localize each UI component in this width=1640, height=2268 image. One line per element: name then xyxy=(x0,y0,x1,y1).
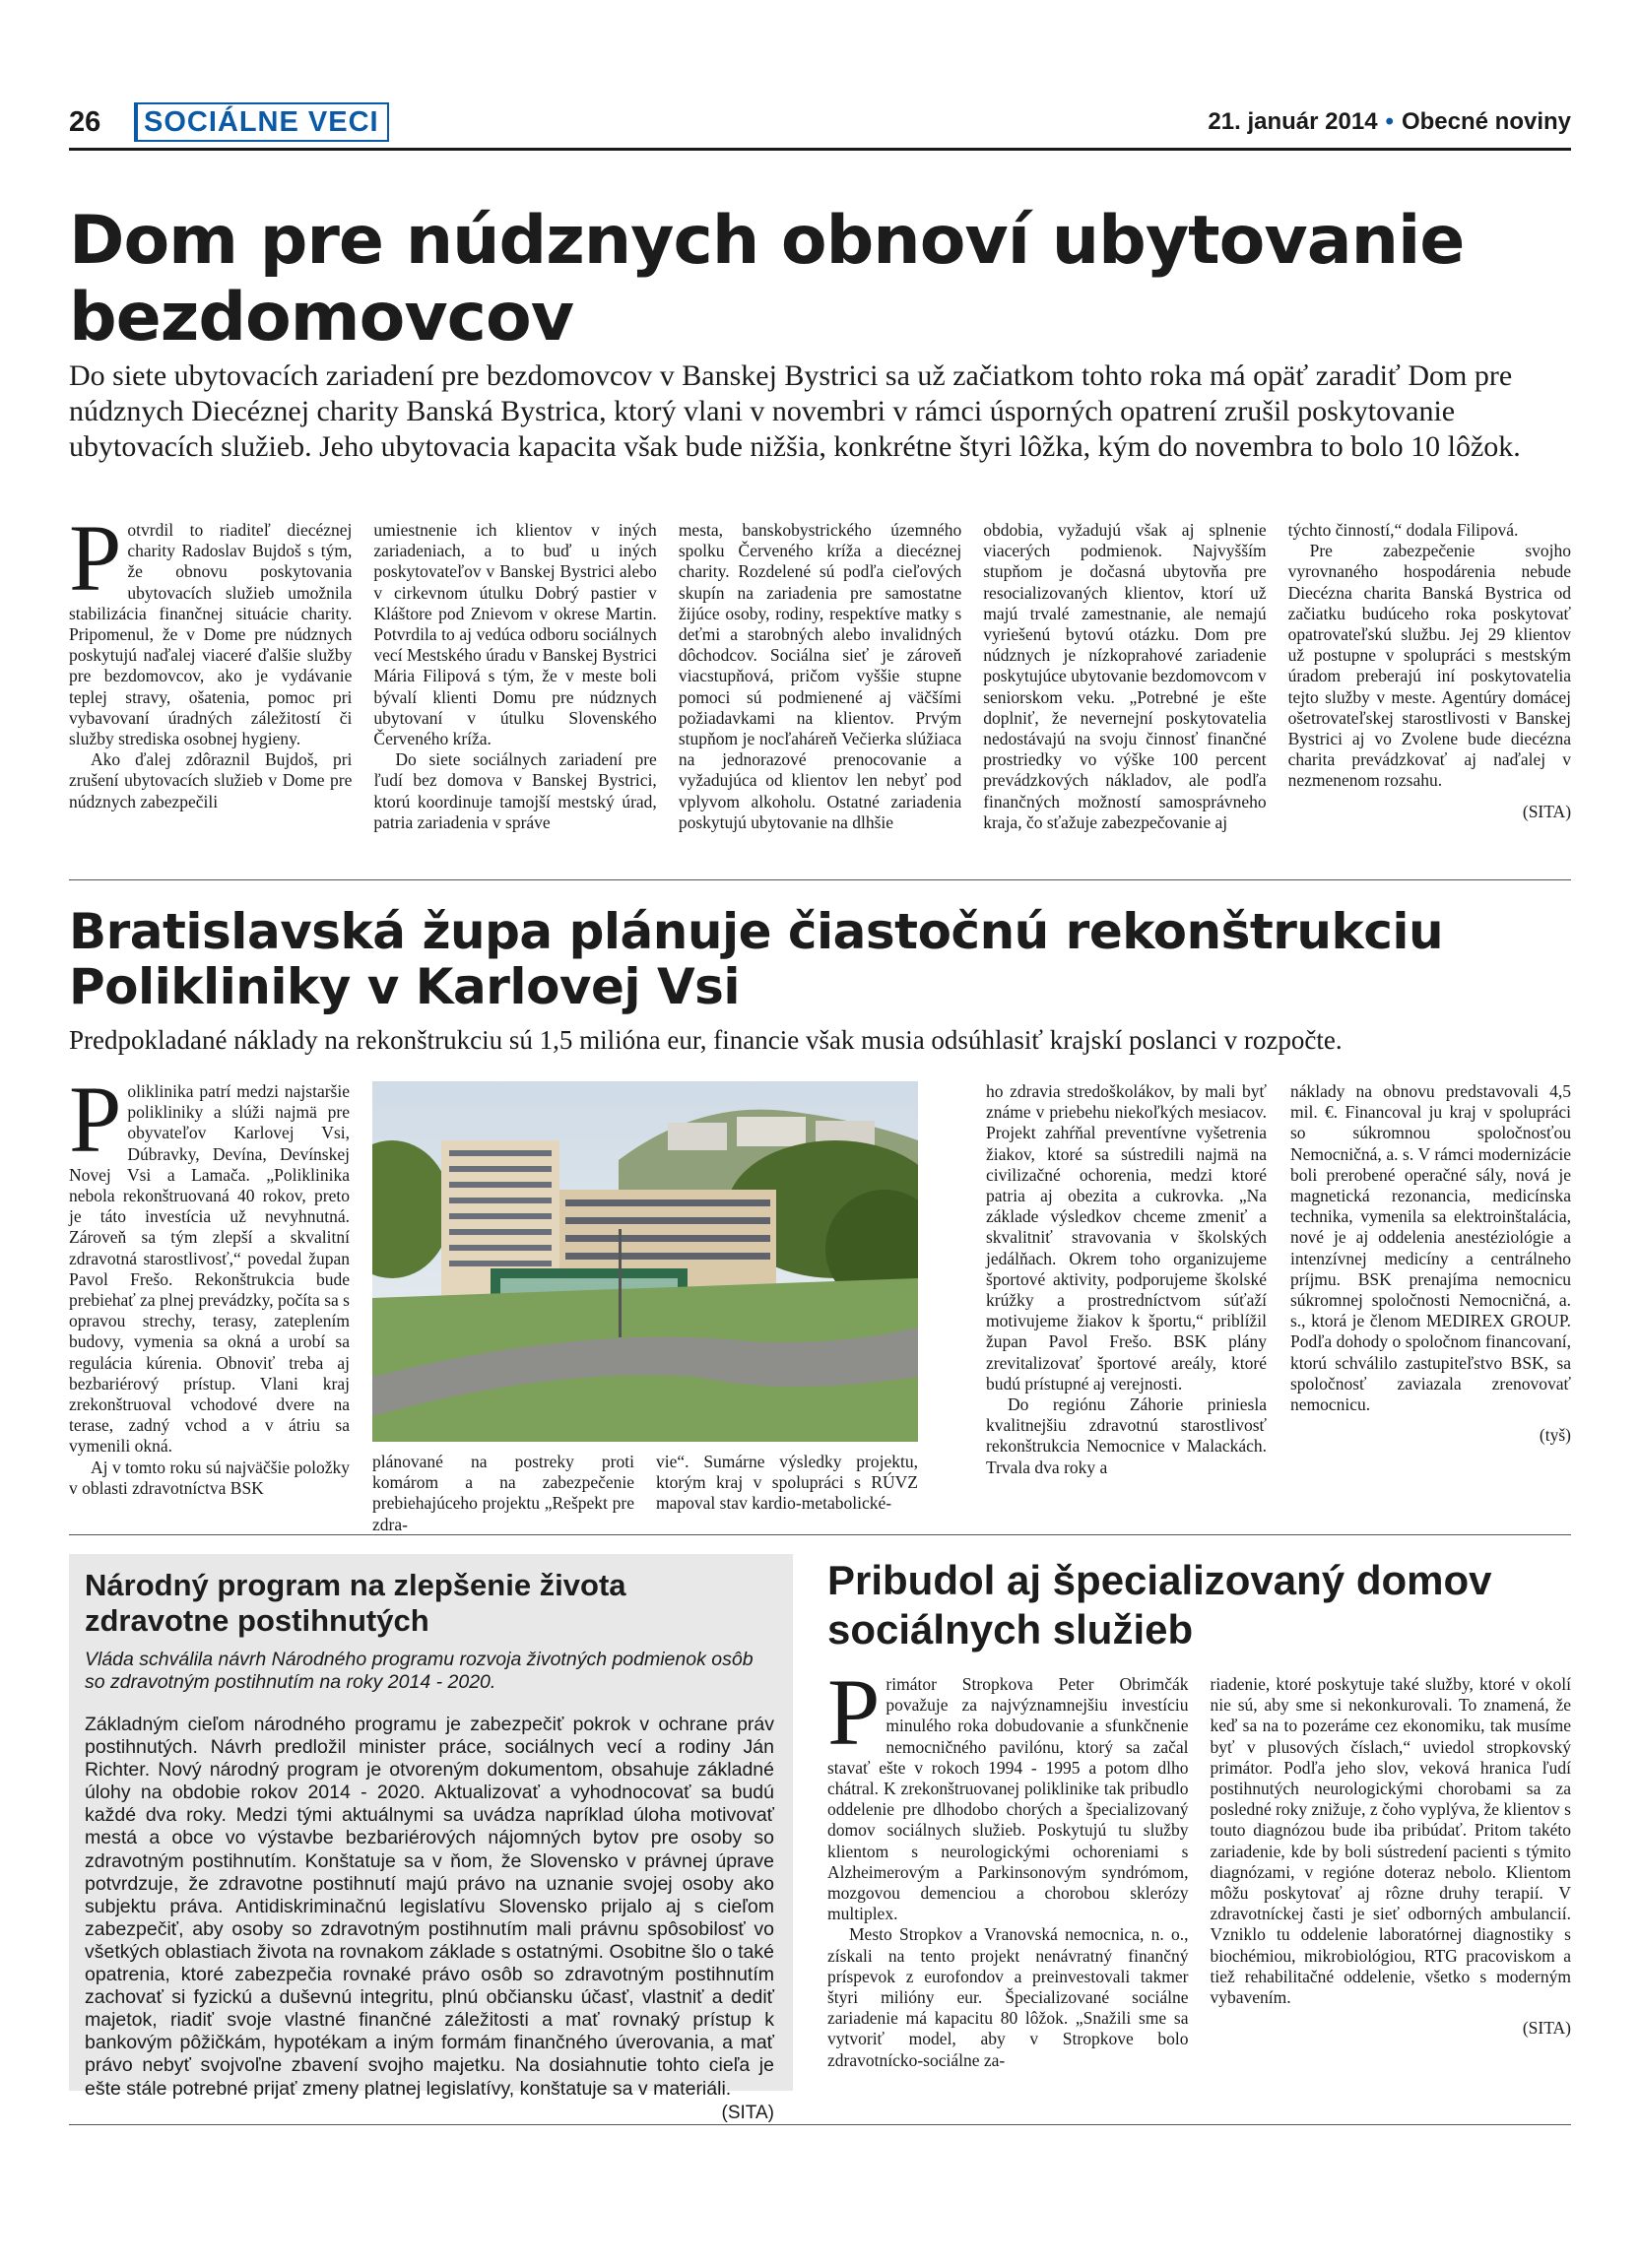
poliklinika-photo xyxy=(372,1081,918,1442)
article1-col5b: Pre zabezpečenie svojho vyrovnaného hospodárenia nebude Diecézna charita Banská Bystrica od začiatku budúceho roka poskytovať opatrovateľskú službu. Jej 29 klientov už postupne v spolupráci s mestským úradom preberajú iní poskytovatelia tejto služby v meste. Agentúry domácej ošetrovateľskej starostlivosti v Banskej Bystrici aj vo Zvolene bude diecézna charita prevádzkovať aj naďalej v nezmenenom rozsahu. xyxy=(1287,541,1572,791)
article4-body xyxy=(827,1659,1571,2071)
article2-col1-text: oliklinika patrí medzi najstaršie polikliniky a slúži najmä pre obyvateľov Karlovej Vsi, Dúbravky, Devína, Devínskej Novej Vsi a Lamača. „Poliklinika nebola rekonštruovaná 40 rokov, preto je táto investícia už nevyhnutná. Zároveň sa tým zlepší a skvalitní zdravotná starostlivosť,“ povedal župan Pavol Frešo. Rekonštrukcia bude prebiehať za plnej prevádzky, počíta sa s opravou strechy, terasy, zateplením budovy, vymenia sa okná a urobí sa regulácia kúrenia. Obnoviť treba aj bezbariérový prístup. Vlani kraj zrekonštruoval vchodové dvere na terase, zadný vchod a v átriu sa vymenili okná. xyxy=(69,1081,350,1457)
poliklinika-photo-illustration xyxy=(372,1081,918,1442)
article1-col2b: Do siete sociálnych zariadení pre ľudí bez domova v Banskej Bystrici, ktorú koordinuje tamojší mestský úrad, patria zariadenia v správe xyxy=(373,749,657,832)
article4-title: Pribudol aj špecializovaný domov sociálnych služieb xyxy=(827,1557,1492,1652)
article2-caption2: vie“. Sumárne výsledky projektu, ktorým kraj v spolupráci s RÚVZ mapoval stav kardio-metabolické- xyxy=(656,1452,918,1514)
article4-col2-text: riadenie, ktoré poskytuje také služby, ktoré v okolí nie sú, aby sme si nekonkurovali. To znamená, že keď sa na to pozeráme cez ekonomiku, tak musíme byť v plusových číslach,“ uviedol stropkovský primátor. Podľa jeho slov, veková hranica ľudí postihnutých neurologickými chorobami sa za posledné roky znižuje, z čoho vyplýva, že klientov s touto diagnózou bude iba pribúdať. Pritom takéto zariadenie, kde by boli sústredení pacienti s týmito diagnózami, v regióne doteraz nebolo. Klientom môžu poskytovať aj rôzne druhy terapií. V zdravotníckej časti je sieť odborných ambulancií. Vzniklo tu oddelenie laboratórnej diagnostiky s biochémiou, mikrobiológiou, RTG pracoviskom a tiež rehabilitačné oddelenie, všetko s moderným vybavením. xyxy=(1210,1674,1571,2008)
article1-col1 xyxy=(69,505,353,833)
article2-col4-text: ho zdravia stredoškolákov, by mali byť známe v priebehu niekoľkých mesiacov. Projekt zahŕňal preventívne vyšetrenia žiakov, ktoré sa sústredili najmä na civilizačné ochorenia, medzi ktoré patria aj obezita a cukrovka. „Na základe výsledkov chceme zmeniť a skvalitniť stravovania v školských jedálňach. Okrem toho organizujeme športové aktivity, podporujeme školské krúžky a prostredníctvom súťaží motivujeme žiakov k športu,“ priblížil župan Pavol Frešo. BSK plány zrevitalizovať športové areály, ktoré budú prístupné aj verejnosti. xyxy=(986,1081,1267,1393)
article1-lead: Do siete ubytovacích zariadení pre bezdomovcov v Banskej Bystrici sa už začiatkom tohto roka má opäť zaradiť Dom pre núdznych Diecéznej charity Banská Bystrica, ktorý vlani v novembri v rámci úsporných opatrení zrušil poskytovanie ubytovacích služieb. Jeho ubytovacia kapacita však bude nižšia, konkrétne štyri lôžka, kým do novembra to bolo 10 lôžok. xyxy=(69,359,1521,463)
article2-col3 xyxy=(656,1452,918,1535)
header-rule xyxy=(69,148,1571,151)
divider-1 xyxy=(69,879,1571,880)
article1-col3 xyxy=(679,520,961,833)
issue-line xyxy=(1208,108,1571,136)
article4-col1 xyxy=(827,1659,1189,2071)
article3-title: Národný program na zlepšenie života zdravotne postihnutých xyxy=(85,1568,626,1638)
article4-col1-text: rimátor Stropkova Peter Obrimčák považuje za najvýznamnejšiu investíciu minulého roka dobudovanie a sfunkčnenie nemocničného pavilónu, ktorý sa začal stavať ešte v rokoch 1994 - 1995 a potom dlho chátral. K zrekonštruovanej poliklinike tak pribudlo oddelenie pre dlhodobo chorých a špecializovaný domov sociálnych služieb. Poskytujú tu služby klientom s neurologickými ochoreniami s Alzheimerovým a Parkinsonovým syndrómom, mozgovou demenciou a chorobou sklerózy multiplex. xyxy=(827,1674,1189,1924)
article2-col4b: Do regiónu Záhorie priniesla kvalitnejšiu zdravotnú starostlivosť rekonštrukcia Nemocnice v Malackách. Trvala dva roky a xyxy=(986,1394,1267,1477)
page-number: 26 xyxy=(69,106,101,138)
article4-dropcap: P xyxy=(827,1659,881,1765)
article1-col3-text: mesta, banskobystrického územného spolku Červeného kríža a diecéznej charity. Rozdelené sú podľa cieľových skupín na zariadenia pre samostatne žijúce osoby, rodiny, respektíve matky s deťmi a starobných alebo invalidných dôchodcov. Sociálna sieť je zároveň viacstupňová, pričom vyššie stupne pomoci sú podmienené aj väčšími požiadavkami na klientov. Prvým stupňom je nocľaháreň Večierka slúžiaca na jednorazové prenocovanie a vyžadujúca od klientov len nebyť pod vplyvom alkoholu. Ostatné zariadenia poskytujú ubytovanie na dlhšie xyxy=(678,520,962,832)
divider-2 xyxy=(69,1534,1571,1535)
article2-col4 xyxy=(986,1081,1267,1478)
article2-dropcap: P xyxy=(69,1067,122,1172)
article4-col1b: Mesto Stropkov a Vranovská nemocnica, n. o., získali na tento projekt nenávratný finančný príspevok z eurofondov a preinvestovali takmer štyri milióny eur. Špecializované sociálne zariadenie má kapacitu 80 lôžok. „Snažili sme sa vytvoriť model, aby v Stropkove bolo zdravotnícko-sociálne za- xyxy=(827,1924,1189,2070)
article2-col1b: Aj v tomto roku sú najväčšie položky v oblasti zdravotníctva BSK xyxy=(69,1457,350,1498)
separator-dot: • xyxy=(1385,108,1394,135)
article2-caption1: plánované na postreky proti komárom a na zabezpečenie prebiehajúceho projektu „Rešpekt pre zdra- xyxy=(372,1452,634,1534)
article1-body xyxy=(69,505,1572,833)
article1-col1b: Ako ďalej zdôraznil Bujdoš, pri zrušení ubytovacích služieb v Dome pre núdznych zabezpečili xyxy=(69,749,353,811)
article1-byline: (SITA) xyxy=(1522,801,1572,821)
article1-col5 xyxy=(1288,520,1571,833)
article1-col5-text: týchto činností,“ dodala Filipová. xyxy=(1287,520,1519,540)
article2-byline: (tyš) xyxy=(1539,1425,1571,1446)
article2-lead: Predpokladané náklady na rekonštrukciu sú 1,5 milióna eur, financie však musia odsúhlasiť krajskí poslanci v rozpočte. xyxy=(69,1025,1343,1055)
publication-name: Obecné noviny xyxy=(1401,108,1571,135)
article1-title: Dom pre núdznych obnoví ubytovanie bezdomovcov xyxy=(69,202,1465,356)
article1-col2-text: umiestnenie ich klientov v iných zariadeniach, a to buď u iných poskytovateľov v Banskej Bystrici alebo v cirkevnom útulku Dobrý pastier v Kláštore pod Znievom v okrese Martin. Potvrdila to aj vedúca odboru sociálnych vecí Mestského úradu v Banskej Bystrici Mária Filipová s tým, že v meste boli bývalí klienti Domu pre núdznych ubytovaní v útulku Slovenského Červeného kríža. xyxy=(373,520,657,749)
article2-col1 xyxy=(69,1067,350,1499)
article2-col5 xyxy=(1290,1081,1571,1446)
issue-date: 21. január 2014 xyxy=(1208,108,1378,135)
section-label: SOCIÁLNE VECI xyxy=(134,102,389,142)
article3-lead: Vláda schválila návrh Národného programu rozvoja životných podmienok osôb so zdravotným postihnutím na roky 2014 - 2020. xyxy=(85,1649,754,1693)
article2-col2 xyxy=(372,1452,634,1535)
article2-col5-text: náklady na obnovu predstavovali 4,5 mil. €. Financoval ju kraj v spolupráci so súkromnou spoločnosťou Nemocničná, a. s. V rámci modernizácie boli prerobené operačné sály, nová je magnetická rezonancia, medicínska technika, vymenila sa elektroinštalácia, nové je aj oddelenia anestéziológie a intenzívnej medicíny a centrálneho príjmu. BSK prenajíma nemocnicu súkromnej spoločnosti Nemocničná, a. s., ktorá je členom MEDIREX GROUP. Podľa dohody o spoločnom financovaní, ktorú schválilo zastupiteľstvo BSK, sa spoločnosť zaviazala zrenovovať nemocnicu. xyxy=(1290,1081,1571,1415)
footer-rule xyxy=(69,2124,1571,2125)
article3-byline: (SITA) xyxy=(721,2102,774,2123)
article1-col1-text: otvrdil to riaditeľ diecéznej charity Radoslav Bujdoš s tým, že obnovu poskytovania ubytovacích služieb umožnila stabilizácia finančnej situácie charity. Pripomenul, že v Dome pre núdznych poskytujú naďalej viaceré ďalšie služby pre bezdomovcov, ako je vydávanie teplej stravy, ošatenia, pomoc pri vybavovaní úradných záležitostí či služby strediska osobnej hygieny. xyxy=(69,520,353,749)
article1-col4 xyxy=(983,520,1266,833)
article1-col4-text: obdobia, vyžadujú však aj splnenie viacerých podmienok. Najvyšším stupňom je dočasná ubytovňa pre resocializovaných klientov, ktorí už majú trvalé zamestnanie, ale nemajú vyriešenú bytovú otázku. Dom pre núdznych je nízkoprahové zariadenie poskytujúce ubytovanie bezdomovcom v seniorskom veku. „Potrebné je ešte doplniť, že nevernejní poskytovatelia nedostávajú na svoju činnosť finančné prostriedky vo výške 100 percent prevádzkových nákladov, ale podľa finančných možností samosprávneho kraja, čo sťažuje zabezpečovanie aj xyxy=(983,520,1267,832)
article2-title: Bratislavská župa plánuje čiastočnú rekonštrukciu Polikliniky v Karlovej Vsi xyxy=(69,903,1444,1015)
article1-col2 xyxy=(373,520,656,833)
national-program-box xyxy=(69,1554,793,2123)
article1-dropcap: P xyxy=(69,505,122,611)
article4-byline: (SITA) xyxy=(1522,2018,1571,2039)
article4-col2 xyxy=(1211,1674,1572,2071)
photo-caption xyxy=(372,1452,918,1535)
article3-body: Základným cieľom národného programu je zabezpečiť pokrok v ochrane práv postihnutých. Návrh predložil minister práce, sociálnych vecí a rodiny Ján Richter. Nový národný program je otvoreným dokumentom, obsahuje základné úlohy na obdobie rokov 2014 - 2020. Aktualizovať a vyhodnocovať sa budú každé dva roky. Medzi tými aktuálnymi sa uvádza napríklad úloha motivovať mestá a obce vo výstavbe bezbariérových nájomných bytov pre osoby so zdravotným postihnutím. Konštatuje sa v ňom, že Slovensko v právnej úprave potvrdzuje, že zdravotne postihnutí majú právo na uznanie svojej osoby ako subjektu práva. Antidiskriminačnú legislatívu Slovensko prijalo aj s cieľom zabezpečiť, aby osoby so zdravotným postihnutím mali právnu spôsobilosť vo všetkých oblastiach života na rovnakom základe s ostatnými. Osobitne šlo o také opatrenia, ktoré zabezpečia rovnaké právo osôb so zdravotným postihnutím zachovať si fyzickú a duševnú integritu, plnú občiansku účasť, vlastniť a dediť majetok, riadiť svoje vlastné finančné záležitosti a mať rovnaký prístup k bankovým pôžičkám, hypotékam a iným formám finančného úverovania, a mať právo nebyť svojvoľne zbavení svojho majetku. Na dosiahnutie tohto cieľa je ešte stále potrebné prijať zmeny platnej legislatívy, konštatuje sa v materiáli. xyxy=(85,1714,774,2100)
